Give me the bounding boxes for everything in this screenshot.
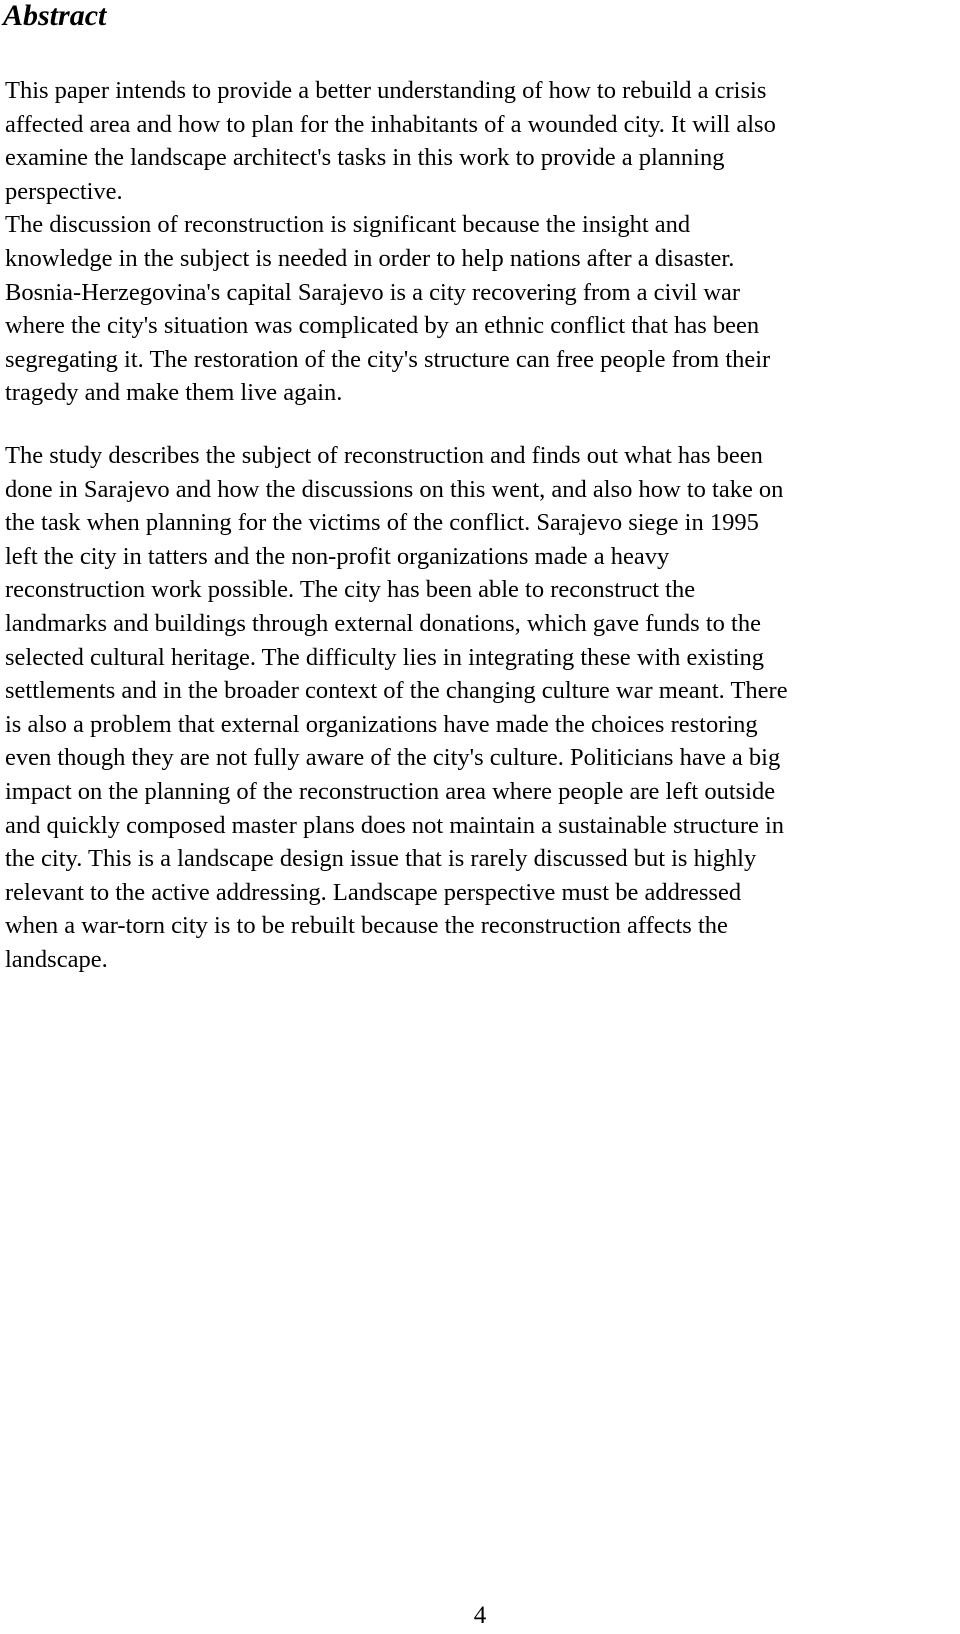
- abstract-heading: Abstract: [3, 0, 107, 32]
- text-line: The study describes the subject of reconstruction and finds out what has been: [5, 442, 763, 469]
- text-line: reconstruction work possible. The city has been able to reconstruct the: [5, 576, 696, 604]
- text-line: where the city's situation was complicated by an ethnic conflict that has been: [5, 312, 760, 340]
- text-line: settlements and in the broader context of the changing culture war meant. There: [5, 677, 788, 705]
- abstract-paragraph-1: [5, 74, 955, 410]
- text-line: even though they are not fully aware of the city's culture. Politicians have a big: [5, 744, 781, 772]
- text-line: examine the landscape architect's tasks in this work to provide a planning: [5, 144, 725, 172]
- abstract-paragraph-2: [5, 439, 955, 977]
- text-line: landmarks and buildings through external donations, which gave funds to the: [5, 609, 761, 637]
- text-line: tragedy and make them live again.: [5, 379, 343, 407]
- text-line: knowledge in the subject is needed in order to help nations after a disaster.: [5, 244, 735, 272]
- text-line: the city. This is a landscape design issue that is rarely discussed but is highly: [5, 845, 757, 873]
- text-line: done in Sarajevo and how the discussions on this went, and also how to take on: [5, 475, 784, 503]
- text-line: the task when planning for the victims of the conflict. Sarajevo siege in 1995: [5, 509, 759, 537]
- text-line: perspective.: [5, 177, 123, 205]
- text-line: This paper intends to provide a better understanding of how to rebuild a crisis: [5, 77, 767, 104]
- text-line: is also a problem that external organizations have made the choices restoring: [5, 710, 758, 738]
- text-line: relevant to the active addressing. Landscape perspective must be addressed: [5, 878, 742, 906]
- text-line: The discussion of reconstruction is significant because the insight and: [5, 211, 691, 239]
- text-line: Bosnia-Herzegovina's capital Sarajevo is a city recovering from a civil war: [5, 278, 741, 306]
- text-line: when a war-torn city is to be rebuilt because the reconstruction affects the: [5, 912, 728, 940]
- text-line: landscape.: [5, 945, 108, 973]
- text-line: left the city in tatters and the non-profit organizations made a heavy: [5, 542, 670, 570]
- text-line: affected area and how to plan for the inhabitants of a wounded city. It will also: [5, 110, 776, 138]
- text-line: selected cultural heritage. The difficulty lies in integrating these with existing: [5, 643, 765, 671]
- text-line: and quickly composed master plans does not maintain a sustainable structure in: [5, 811, 785, 839]
- text-line: segregating it. The restoration of the city's structure can free people from their: [5, 345, 771, 373]
- page-number: 4: [473, 1602, 487, 1629]
- text-line: impact on the planning of the reconstruction area where people are left outside: [5, 777, 776, 805]
